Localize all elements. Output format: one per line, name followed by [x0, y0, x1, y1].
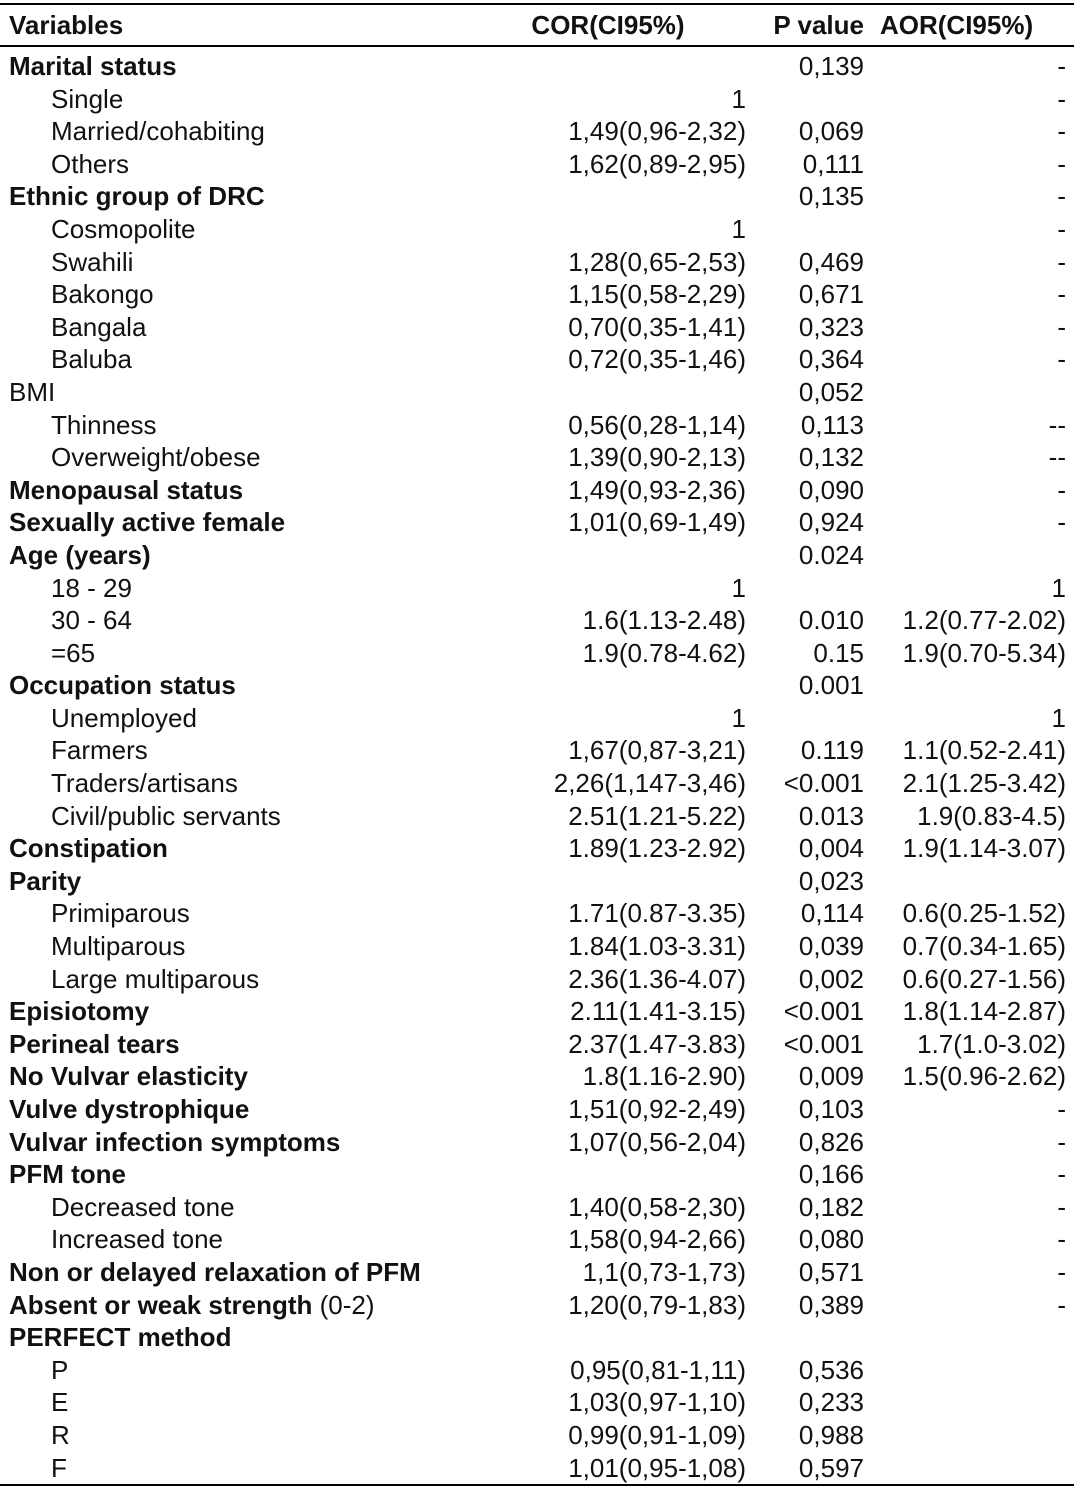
aor-cell: -	[1057, 246, 1066, 277]
cor-cell: 0,95(0,81-1,11)	[570, 1354, 746, 1385]
variable-cell	[51, 963, 259, 996]
p-value-cell: 0,135	[798, 181, 864, 212]
aor-cell: -	[1057, 474, 1066, 505]
p-value-cell: 0,323	[798, 311, 864, 342]
aor-cell: 1.9(0.70-5.34)	[902, 637, 1066, 668]
header-p-value: P value	[773, 10, 864, 40]
variable-label-suffix: (0-2)	[312, 1289, 375, 1320]
variable-label: Decreased tone	[51, 1191, 235, 1222]
variable-label: Thinness	[51, 409, 157, 440]
variable-label: Primiparous	[51, 898, 190, 929]
aor-cell: 1	[1051, 702, 1066, 733]
p-value-cell: 0,469	[798, 246, 864, 277]
variable-cell	[9, 1028, 180, 1061]
variable-cell	[51, 343, 132, 376]
variable-label: Single	[51, 83, 124, 114]
table-row	[0, 441, 1080, 474]
table-row	[0, 1256, 1080, 1289]
aor-cell: -	[1057, 148, 1066, 179]
table-body	[0, 50, 1080, 1484]
table-row	[0, 734, 1080, 767]
p-value-cell: 0,988	[798, 1419, 864, 1450]
aor-cell: 2.1(1.25-3.42)	[902, 768, 1066, 799]
variable-label: 30 - 64	[51, 605, 132, 636]
cor-cell: 0,56(0,28-1,14)	[568, 409, 746, 440]
p-value-cell: 0.013	[798, 800, 864, 831]
aor-cell: 1.7(1.0-3.02)	[917, 1028, 1066, 1059]
header-variables: Variables	[9, 10, 124, 40]
table-row	[0, 767, 1080, 800]
variable-cell	[9, 865, 81, 898]
cor-cell: 1,51(0,92-2,49)	[568, 1094, 746, 1124]
p-value-cell: 0,132	[798, 442, 864, 473]
table-row	[0, 213, 1080, 246]
variable-cell	[51, 278, 154, 311]
aor-cell: -	[1057, 311, 1066, 342]
cor-cell: 2.51(1.21-5.22)	[568, 800, 746, 831]
p-value-cell: 0.15	[813, 637, 864, 668]
p-value-cell: 0.010	[798, 605, 864, 636]
table-row	[0, 409, 1080, 442]
cor-cell: 1,01(0,95-1,08)	[568, 1452, 746, 1483]
p-value-cell: 0,389	[798, 1289, 864, 1320]
variable-cell	[51, 604, 132, 637]
p-value-cell: 0,113	[800, 409, 864, 440]
variable-label: R	[51, 1419, 70, 1450]
variable-label: Bakongo	[51, 279, 154, 310]
aor-cell: 1.9(0.83-4.5)	[917, 800, 1066, 831]
table-row	[0, 572, 1080, 605]
variable-label: Cosmopolite	[51, 213, 196, 244]
p-value-cell: 0,004	[798, 833, 864, 864]
variable-cell	[51, 800, 281, 833]
variable-cell	[9, 376, 55, 409]
table-row	[0, 539, 1080, 572]
variable-label: Absent or weak strength	[9, 1289, 313, 1320]
p-value-cell: 0.001	[798, 670, 864, 701]
variable-cell	[51, 1223, 223, 1256]
variable-cell	[9, 1093, 249, 1126]
p-value-cell: <0.001	[783, 996, 864, 1027]
aor-cell: 1	[1051, 572, 1066, 603]
variable-label: Others	[51, 148, 130, 179]
p-value-cell: <0.001	[783, 768, 864, 799]
variable-cell	[51, 734, 148, 767]
variable-label: Baluba	[51, 344, 132, 375]
variable-cell	[51, 1452, 67, 1485]
variable-cell	[9, 180, 265, 213]
variable-cell	[51, 115, 265, 148]
cor-cell: 1.9(0.78-4.62)	[582, 637, 746, 668]
p-value-cell: 0,114	[800, 898, 864, 929]
table-row	[0, 311, 1080, 344]
table-row	[0, 637, 1080, 670]
variable-label: Unemployed	[51, 702, 197, 733]
variable-label: Increased tone	[51, 1224, 224, 1255]
variable-cell	[51, 1354, 68, 1387]
p-value-cell: 0,039	[798, 931, 864, 962]
variable-label: Constipation	[9, 833, 168, 864]
p-value-cell: 0,597	[798, 1452, 864, 1483]
variable-label: Overweight/obese	[51, 442, 261, 473]
p-value-cell: 0,069	[798, 116, 864, 147]
table-row	[0, 1419, 1080, 1452]
variable-cell	[51, 767, 238, 800]
p-value-cell: 0,364	[798, 344, 864, 375]
cor-cell: 1	[731, 213, 746, 244]
header-aor: AOR(CI95%)	[880, 10, 1034, 40]
p-value-cell: 0,571	[798, 1256, 864, 1287]
variable-cell	[9, 50, 177, 83]
cor-cell: 1	[731, 702, 746, 733]
p-value-cell: 0,002	[798, 963, 864, 994]
variable-label: Perineal tears	[9, 1028, 180, 1059]
p-value-cell: 0,924	[798, 507, 864, 538]
variable-label: Vulve dystrophique	[9, 1094, 250, 1124]
aor-cell: -	[1057, 1256, 1066, 1287]
variable-cell	[51, 897, 190, 930]
table-row	[0, 115, 1080, 148]
variable-cell	[51, 572, 132, 605]
variable-cell	[51, 213, 196, 246]
table-row	[0, 1452, 1080, 1485]
variable-label: Large multiparous	[51, 963, 260, 994]
table-row	[0, 1386, 1080, 1419]
variable-cell	[9, 832, 168, 865]
aor-cell: 1.5(0.96-2.62)	[902, 1061, 1066, 1092]
table-row	[0, 865, 1080, 898]
p-value-cell: 0,139	[798, 51, 864, 81]
cor-cell: 2,26(1,147-3,46)	[553, 768, 746, 799]
p-value-cell: 0,826	[798, 1126, 864, 1157]
cor-cell: 1,40(0,58-2,30)	[568, 1191, 746, 1222]
cor-cell: 1	[731, 83, 746, 114]
variable-label: Married/cohabiting	[51, 116, 265, 147]
table-row	[0, 50, 1080, 83]
cor-cell: 2.36(1.36-4.07)	[568, 963, 746, 994]
table-row	[0, 1158, 1080, 1191]
table-row	[0, 800, 1080, 833]
table-row	[0, 246, 1080, 279]
variable-label: F	[51, 1452, 67, 1483]
p-value-cell: 0,111	[802, 148, 864, 179]
aor-cell: 1.1(0.52-2.41)	[902, 735, 1066, 766]
aor-cell: -	[1057, 1159, 1066, 1190]
table-row	[0, 1093, 1080, 1126]
variable-label: Menopausal status	[9, 474, 244, 505]
aor-cell: 1.8(1.14-2.87)	[902, 996, 1066, 1027]
aor-cell: 1.9(1.14-3.07)	[902, 833, 1066, 864]
p-value-cell: 0,536	[798, 1354, 864, 1385]
variable-label: Bangala	[51, 311, 147, 342]
variable-cell	[9, 506, 285, 539]
variable-cell	[9, 1289, 375, 1322]
p-value-cell: 0,090	[798, 474, 864, 505]
variable-cell	[51, 83, 123, 116]
aor-cell: -	[1057, 344, 1066, 375]
cor-cell: 1,49(0,93-2,36)	[568, 474, 746, 505]
table-row	[0, 1321, 1080, 1354]
table-row	[0, 897, 1080, 930]
table-row	[0, 1028, 1080, 1061]
variable-cell	[9, 995, 149, 1028]
aor-cell: -	[1057, 279, 1066, 310]
variable-cell	[51, 409, 157, 442]
table-row	[0, 148, 1080, 181]
cor-cell: 2.37(1.47-3.83)	[568, 1028, 746, 1059]
table-row	[0, 1191, 1080, 1224]
cor-cell: 0,72(0,35-1,46)	[568, 344, 746, 375]
variable-label: Ethnic group of DRC	[9, 181, 265, 212]
variable-cell	[9, 1158, 126, 1191]
table-row	[0, 1354, 1080, 1387]
variable-cell	[51, 1419, 70, 1452]
variable-cell	[51, 148, 129, 181]
variable-label: No Vulvar elasticity	[9, 1061, 248, 1092]
aor-cell: -	[1057, 1191, 1066, 1222]
table-row	[0, 604, 1080, 637]
aor-cell: -	[1057, 1094, 1066, 1124]
aor-cell: --	[1048, 442, 1066, 473]
aor-cell: -	[1057, 1126, 1066, 1157]
cor-cell: 1,62(0,89-2,95)	[568, 148, 746, 179]
variable-cell	[51, 311, 146, 344]
variable-label: 18 - 29	[51, 572, 132, 603]
variable-label: PERFECT method	[9, 1322, 232, 1353]
variable-cell	[9, 1256, 421, 1289]
aor-cell: 0.7(0.34-1.65)	[902, 931, 1066, 962]
variable-label: Parity	[9, 865, 82, 896]
variable-cell	[51, 246, 133, 279]
cor-cell: 0,70(0,35-1,41)	[568, 311, 746, 342]
cor-cell: 1,49(0,96-2,32)	[568, 116, 746, 147]
table-bottom-rule	[0, 1484, 1074, 1486]
aor-cell: --	[1048, 409, 1066, 440]
variable-cell	[9, 474, 243, 507]
cor-cell: 1	[731, 572, 746, 603]
cor-cell: 1.89(1.23-2.92)	[568, 833, 746, 864]
aor-cell: -	[1057, 83, 1066, 114]
variable-label: Farmers	[51, 735, 148, 766]
table-row	[0, 506, 1080, 539]
cor-cell: 2.11(1.41-3.15)	[570, 996, 746, 1027]
cor-cell: 1,39(0,90-2,13)	[568, 442, 746, 473]
variable-cell	[9, 1126, 340, 1159]
table-header-rule	[0, 45, 1074, 47]
variable-label: Vulvar infection symptoms	[9, 1126, 341, 1157]
header-cor: COR(CI95%)	[531, 10, 685, 40]
variable-label: Episiotomy	[9, 996, 150, 1027]
variable-label: Traders/artisans	[51, 768, 238, 799]
aor-cell: -	[1057, 1224, 1066, 1255]
variable-cell	[51, 637, 95, 670]
table-row	[0, 1223, 1080, 1256]
cor-cell: 1,01(0,69-1,49)	[568, 507, 746, 538]
variable-label: BMI	[9, 376, 56, 407]
table-row	[0, 669, 1080, 702]
cor-cell: 1.84(1.03-3.31)	[568, 931, 746, 962]
table-row	[0, 702, 1080, 735]
variable-label: Sexually active female	[9, 507, 286, 538]
cor-cell: 1,15(0,58-2,29)	[568, 279, 746, 310]
cor-cell: 1,07(0,56-2,04)	[568, 1126, 746, 1157]
table-row	[0, 180, 1080, 213]
variable-label: Swahili	[51, 246, 134, 277]
p-value-cell: 0,023	[798, 865, 864, 896]
variable-label: Marital status	[9, 51, 177, 81]
variable-cell	[51, 702, 197, 735]
variable-label: Civil/public servants	[51, 800, 281, 831]
aor-cell: 0.6(0.27-1.56)	[902, 963, 1066, 994]
table-row	[0, 376, 1080, 409]
cor-cell: 1.71(0.87-3.35)	[568, 898, 746, 929]
p-value-cell: 0,009	[798, 1061, 864, 1092]
table-row	[0, 83, 1080, 116]
variable-label: Non or delayed relaxation of PFM	[9, 1256, 421, 1287]
variable-cell	[51, 930, 185, 963]
aor-cell: -	[1057, 51, 1066, 81]
variable-label: Multiparous	[51, 931, 186, 962]
variable-cell	[9, 669, 236, 702]
variable-label: E	[51, 1387, 69, 1418]
cor-cell: 0,99(0,91-1,09)	[568, 1419, 746, 1450]
cor-cell: 1.6(1.13-2.48)	[582, 605, 746, 636]
variable-label: =65	[51, 637, 96, 668]
p-value-cell: 0,671	[798, 279, 864, 310]
variable-cell	[9, 1060, 248, 1093]
aor-cell: -	[1057, 507, 1066, 538]
table-row	[0, 1060, 1080, 1093]
p-value-cell: <0.001	[783, 1028, 864, 1059]
cor-cell: 1,20(0,79-1,83)	[568, 1289, 746, 1320]
cor-cell: 1.8(1.16-2.90)	[582, 1061, 746, 1092]
table-row	[0, 1126, 1080, 1159]
aor-cell: -	[1057, 213, 1066, 244]
cor-cell: 1,58(0,94-2,66)	[568, 1224, 746, 1255]
cor-cell: 1,03(0,97-1,10)	[568, 1387, 746, 1418]
p-value-cell: 0,166	[798, 1159, 864, 1190]
p-value-cell: 0,080	[798, 1224, 864, 1255]
table-row	[0, 1289, 1080, 1322]
p-value-cell: 0,182	[798, 1191, 864, 1222]
variable-cell	[9, 1321, 231, 1354]
table-row	[0, 474, 1080, 507]
aor-cell: -	[1057, 181, 1066, 212]
variable-label: P	[51, 1354, 69, 1385]
table-row	[0, 832, 1080, 865]
variable-cell	[51, 1191, 235, 1224]
aor-cell: 0.6(0.25-1.52)	[902, 898, 1066, 929]
p-value-cell: 0,103	[798, 1094, 864, 1124]
table-row	[0, 995, 1080, 1028]
variable-cell	[9, 539, 151, 572]
p-value-cell: 0.024	[798, 539, 864, 570]
variable-cell	[51, 1386, 68, 1419]
p-value-cell: 0,233	[798, 1387, 864, 1418]
variable-label: Occupation status	[9, 670, 236, 701]
table-row	[0, 963, 1080, 996]
p-value-cell: 0,052	[798, 376, 864, 407]
table-row	[0, 343, 1080, 376]
cor-cell: 1,67(0,87-3,21)	[568, 735, 746, 766]
p-value-cell: 0.119	[800, 735, 864, 766]
variable-label: Age (years)	[9, 539, 151, 570]
aor-cell: 1.2(0.77-2.02)	[902, 605, 1066, 636]
table-row	[0, 278, 1080, 311]
aor-cell: -	[1057, 116, 1066, 147]
aor-cell: -	[1057, 1289, 1066, 1320]
cor-cell: 1,28(0,65-2,53)	[568, 246, 746, 277]
variable-cell	[51, 441, 261, 474]
variable-label: PFM tone	[9, 1159, 126, 1190]
table-row	[0, 930, 1080, 963]
cor-cell: 1,1(0,73-1,73)	[582, 1256, 746, 1287]
